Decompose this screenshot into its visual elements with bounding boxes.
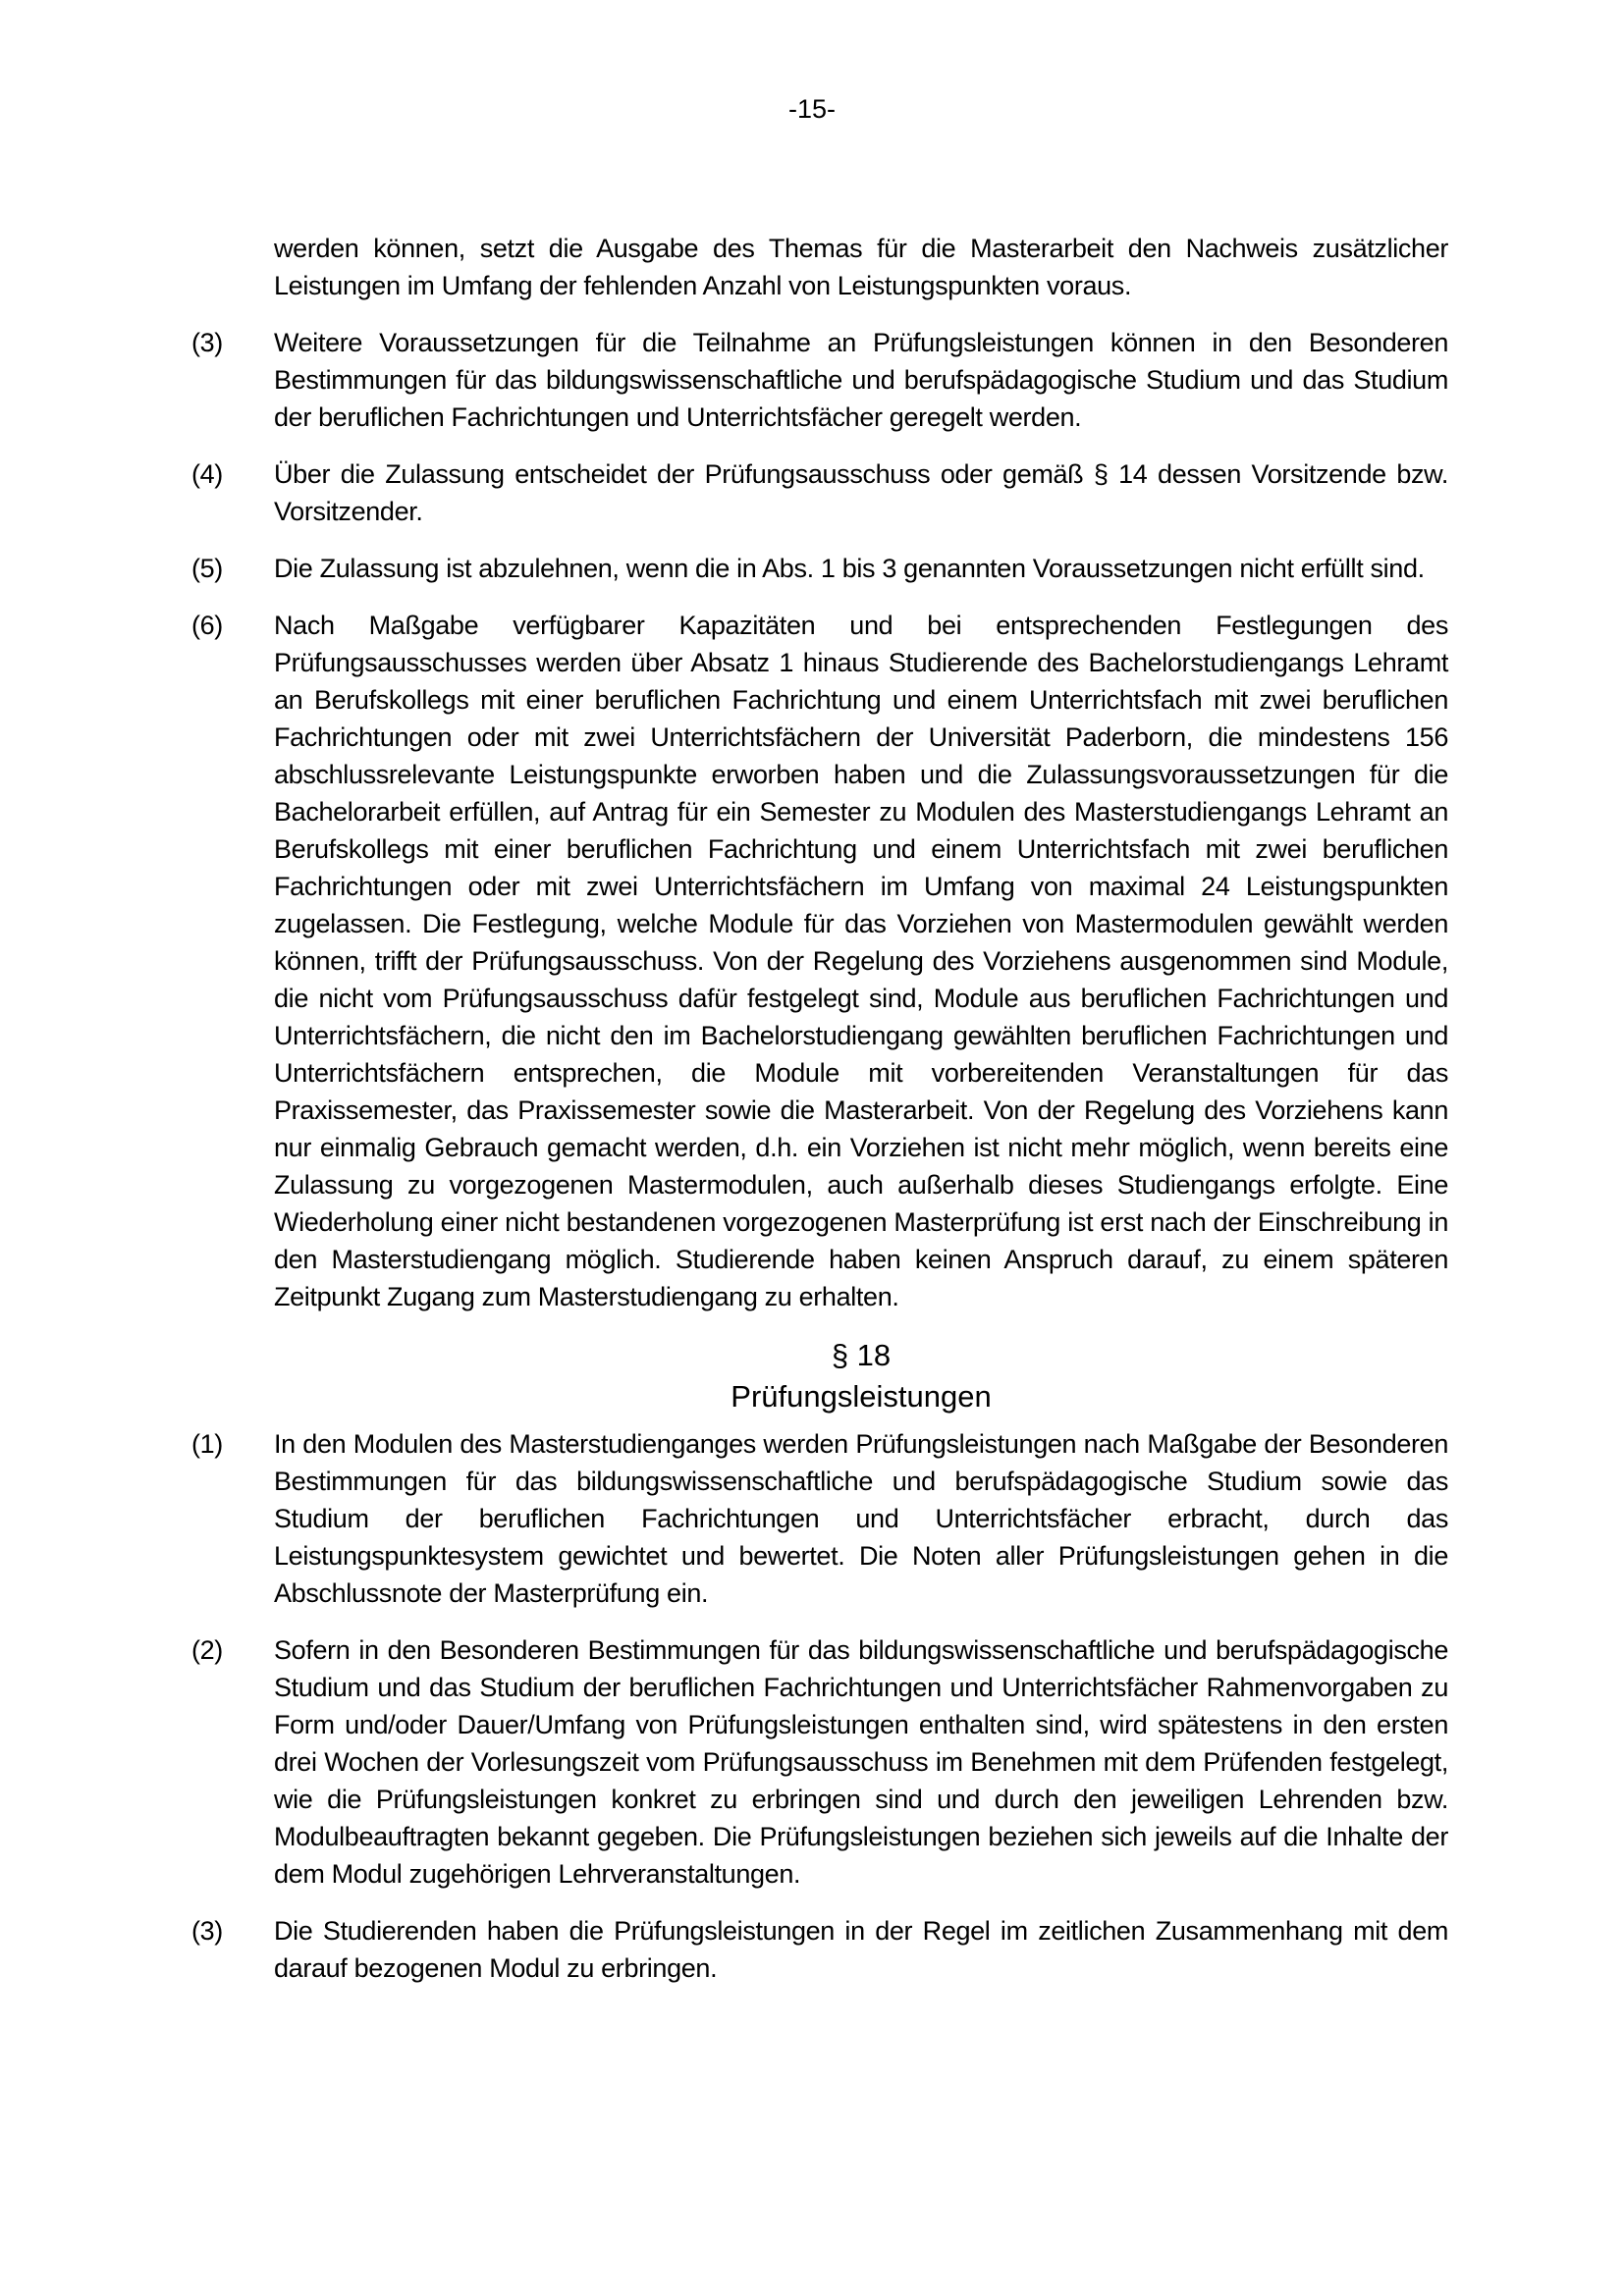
paragraph-text: Sofern in den Besonderen Bestimmungen für das bildungswissenschaftliche und berufspädagogische Studium und das Studium der beruflichen Fachrichtungen und Unterrichtsfächer Rahmenvorgaben zu Form und/oder Dauer/Umfang von Prüfungsleistungen enthalten sind, wird spätestens in den ersten drei Wochen der Vorlesungszeit vom Prüfungsausschuss im Benehmen mit dem Prüfenden festgelegt, wie die Prüfungsleistungen konkret zu erbringen sind und durch den jeweiligen Lehrenden bzw. Modulbeauftragten bekannt gegeben. Die Prüfungsleistungen beziehen sich jeweils auf die Inhalte der dem Modul zugehörigen Lehrveranstaltungen. [274,1635,1448,1889]
paragraph-text: Über die Zulassung entscheidet der Prüfungsausschuss oder gemäß § 14 dessen Vorsitzende bzw. Vorsitzender. [274,459,1448,526]
s18-paragraph-2 [191,1631,1448,1893]
paragraph-number: (3) [191,328,223,357]
paragraph-text: Weitere Voraussetzungen für die Teilnahme an Prüfungsleistungen können in den Besonderen Bestimmungen für das bildungswissenschaftliche und berufspädagogische Studium und das Studium der beruflichen Fachrichtungen und Unterrichtsfächer geregelt werden. [274,328,1448,432]
s18-paragraph-3 [191,1912,1448,1987]
section-18-heading [191,1335,1448,1417]
s17-paragraph-3 [191,324,1448,436]
paragraph-text: In den Modulen des Masterstudienganges werden Prüfungsleistungen nach Maßgabe der Besonderen Bestimmungen für das bildungswissenschaftliche und berufspädagogische Studium sowie das Studium der beruflichen Fachrichtungen und Unterrichtsfächer erbracht, durch das Leistungspunktesystem gewichtet und bewertet. Die Noten aller Prüfungsleistungen gehen in die Abschlussnote der Masterprüfung ein. [274,1429,1448,1608]
paragraph-number: (5) [191,554,223,583]
document-body [191,230,1448,2006]
section-title: Prüfungsleistungen [731,1379,992,1414]
s17-paragraph-4 [191,455,1448,530]
s18-paragraph-1 [191,1425,1448,1612]
continuation-text: werden können, setzt die Ausgabe des Themas für die Masterarbeit den Nachweis zusätzlicher Leistungen im Umfang der fehlenden Anzahl von Leistungspunkten voraus. [274,234,1448,300]
paragraph-number: (4) [191,459,223,489]
paragraph-number: (3) [191,1916,223,1946]
paragraph-number: (1) [191,1429,223,1459]
paragraph-text: Die Studierenden haben die Prüfungsleistungen in der Regel im zeitlichen Zusammenhang mit dem darauf bezogenen Modul zu erbringen. [274,1916,1448,1983]
s17-paragraph-5 [191,550,1448,587]
paragraph-text: Die Zulassung ist abzulehnen, wenn die in Abs. 1 bis 3 genannten Voraussetzungen nicht erfüllt sind. [274,554,1425,583]
continuation-paragraph [191,230,1448,304]
paragraph-text: Nach Maßgabe verfügbarer Kapazitäten und bei entsprechenden Festlegungen des Prüfungsausschusses werden über Absatz 1 hinaus Studierende des Bachelorstudiengangs Lehramt an Berufskollegs mit einer beruflichen Fachrichtung und einem Unterrichtsfach mit zwei beruflichen Fachrichtungen oder mit zwei Unterrichtsfächern der Universität Paderborn, die mindestens 156 abschlussrelevante Leistungspunkte erworben haben und die Zulassungsvoraussetzungen für die Bachelorarbeit erfüllen, auf Antrag für ein Semester zu Modulen des Masterstudiengangs Lehramt an Berufskollegs mit einer beruflichen Fachrichtung und einem Unterrichtsfach mit zwei beruflichen Fachrichtungen oder mit zwei Unterrichtsfächern im Umfang von maximal 24 Leistungspunkten zugelassen. Die Festlegung, welche Module für das Vorziehen von Mastermodulen gewählt werden können, trifft der Prüfungsausschuss. Von der Regelung des Vorziehens ausgenommen sind Module, die nicht vom Prüfungsausschuss dafür festgelegt sind, Module aus beruflichen Fachrichtungen und Unterrichtsfächern, die nicht den im Bachelorstudiengang gewählten beruflichen Fachrichtungen und Unterrichtsfächern entsprechen, die Module mit vorbereitenden Veranstaltungen für das Praxissemester, das Praxissemester sowie die Masterarbeit. Von der Regelung des Vorziehens kann nur einmalig Gebrauch gemacht werden, d.h. ein Vorziehen ist nicht mehr möglich, wenn bereits eine Zulassung zu vorgezogenen Mastermodulen, auch außerhalb dieses Studiengangs erfolgte. Eine Wiederholung einer nicht bestandenen vorgezogenen Masterprüfung ist erst nach der Einschreibung in den Masterstudiengang möglich. Studierende haben keinen Anspruch darauf, zu einem späteren Zeitpunkt Zugang zum Masterstudiengang zu erhalten. [274,611,1448,1311]
section-number: § 18 [831,1338,892,1372]
s17-paragraph-6 [191,607,1448,1315]
paragraph-number: (2) [191,1635,223,1665]
page-number: -15- [787,94,836,124]
paragraph-number: (6) [191,611,223,640]
